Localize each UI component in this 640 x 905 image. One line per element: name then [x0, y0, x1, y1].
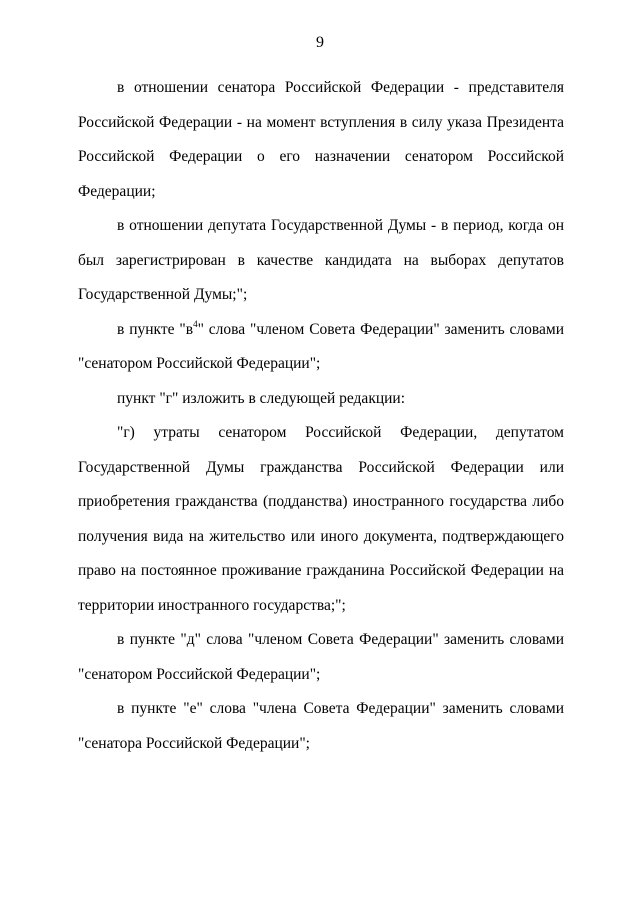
document-body [78, 71, 564, 761]
paragraph-duma-deputy: в отношении депутата Государственной Думы - в период, когда он был зарегистрирован в качестве кандидата на выборах депутатов Государственной Думы;"; [78, 217, 564, 303]
paragraph-point-g-intro: пункт "г" изложить в следующей редакции: [117, 389, 406, 407]
paragraph-point-v4-before: в пункте "в [117, 320, 194, 338]
paragraph-point-d: в пункте "д" слова "членом Совета Федерации" заменить словами "сенатором Российской Федерации"; [78, 631, 564, 683]
paragraph-point-v4 [78, 313, 564, 382]
page-number: 9 [316, 34, 324, 51]
superscript-4: 4 [193, 318, 198, 329]
paragraph-point-v4-after: " слова "членом Совета Федерации" заменить словами "сенатором Российской Федерации"; [78, 320, 564, 372]
paragraph-point-g-text: "г) утраты сенатором Российской Федерации, депутатом Государственной Думы гражданства Российской Федерации или приобретения гражданства (подданства) иностранного государства либо получения вида на жительство или иного документа, подтверждающего право на постоянное проживание гражданина Российской Федерации на территории иностранного государства;"; [78, 424, 564, 614]
paragraph-senator-representative: в отношении сенатора Российской Федерации - представителя Российской Федерации - на момент вступления в силу указа Президента Российской Федерации о его назначении сенатором Российской Федерации; [78, 79, 564, 200]
paragraph-point-e: в пункте "е" слова "члена Совета Федерации" заменить словами "сенатора Российской Федерации"; [78, 700, 564, 752]
